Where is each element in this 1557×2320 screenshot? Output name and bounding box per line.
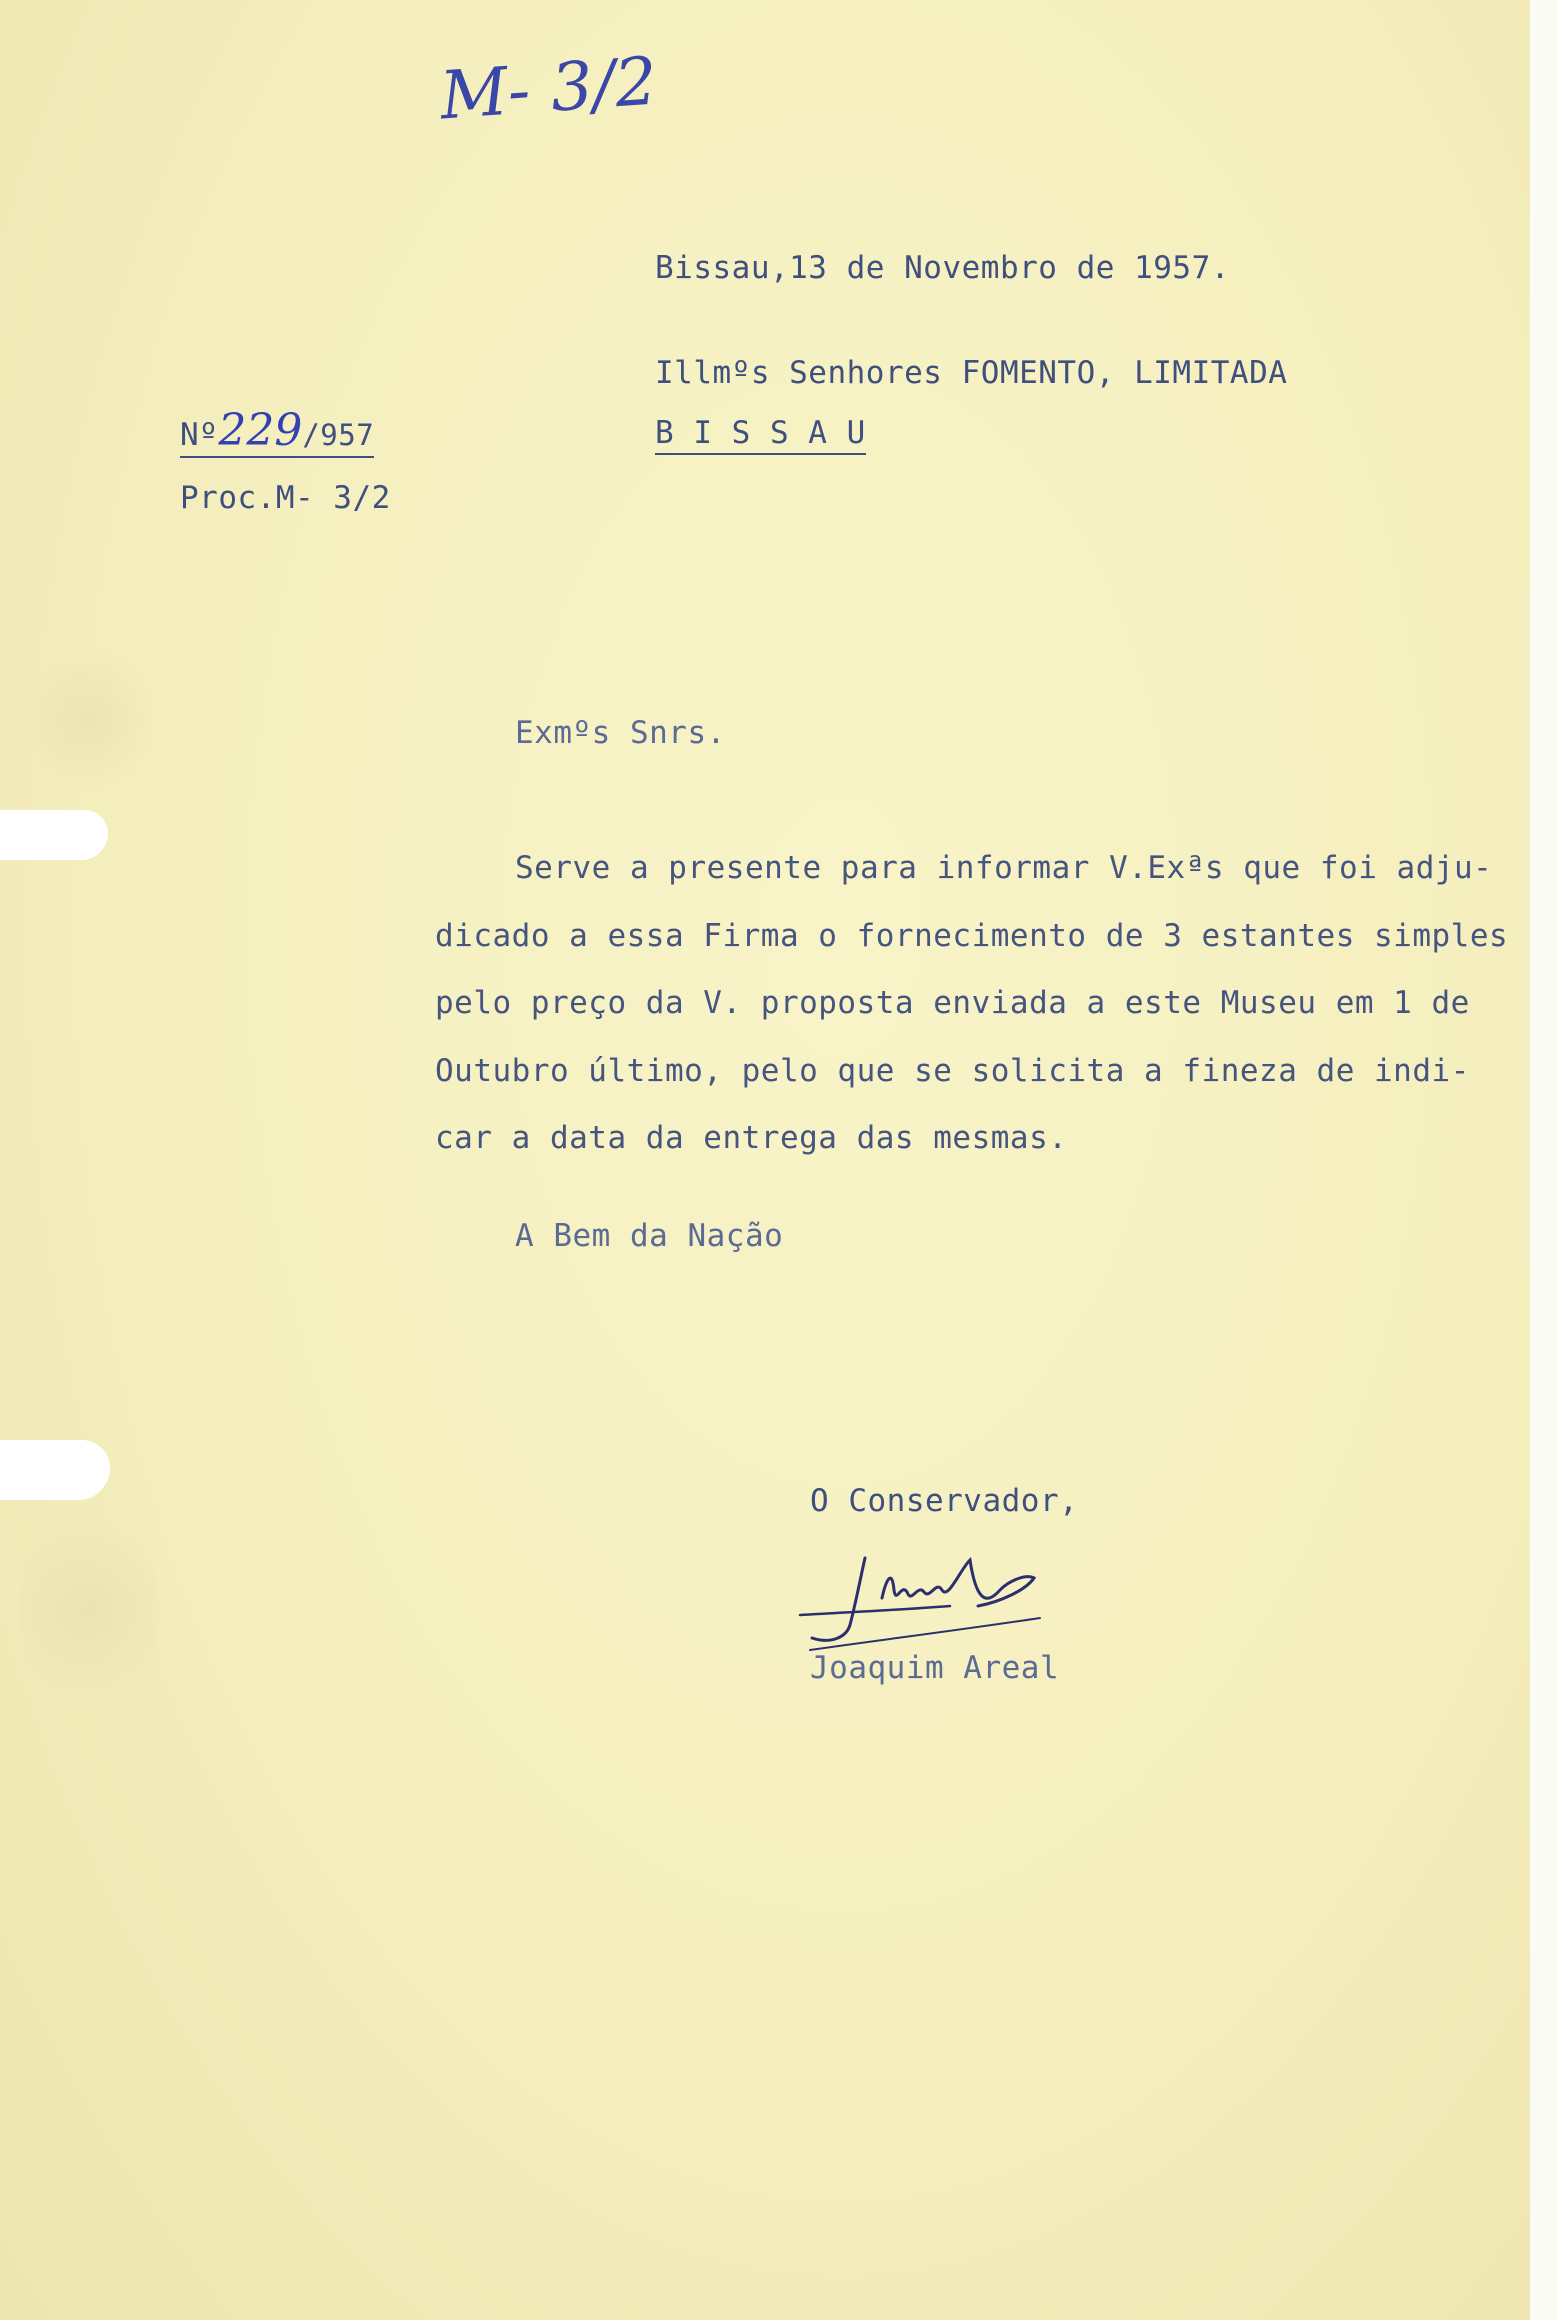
reference-prefix: Nº <box>180 417 219 453</box>
body-line: dicado a essa Firma o fornecimento de 3 estantes simples <box>435 918 1509 954</box>
paper-stain <box>30 640 150 800</box>
paper-stain <box>20 1500 160 1720</box>
signatory-name: Joaquim Areal <box>810 1650 1060 1686</box>
reference-number <box>180 405 374 458</box>
process-reference: Proc.M- 3/2 <box>180 480 391 516</box>
signatory-title: O Conservador, <box>810 1483 1079 1519</box>
recipient-city: B I S S A U <box>655 415 866 455</box>
body-line: car a data da entrega das mesmas. <box>435 1120 1068 1156</box>
body-line: Serve a presente para informar V.Exªs que foi adju- <box>515 850 1493 886</box>
recipient-line: Illmºs Senhores FOMENTO, LIMITADA <box>655 355 1288 391</box>
handwritten-annotation: M- 3/2 <box>437 42 660 135</box>
date-line: Bissau,13 de Novembro de 1957. <box>655 250 1230 286</box>
paper-tear <box>0 810 108 860</box>
closing-formula: A Bem da Nação <box>515 1218 784 1254</box>
paper-tear <box>0 1440 110 1500</box>
background-margin <box>1530 0 1557 2320</box>
body-line: pelo preço da V. proposta enviada a este Museu em 1 de <box>435 985 1470 1021</box>
reference-year: /957 <box>302 418 375 452</box>
greeting: Exmºs Snrs. <box>515 715 726 751</box>
reference-handwritten-number: 229 <box>218 405 303 456</box>
handwritten-signature <box>790 1540 1100 1660</box>
body-line: Outubro último, pelo que se solicita a fineza de indi- <box>435 1053 1470 1089</box>
